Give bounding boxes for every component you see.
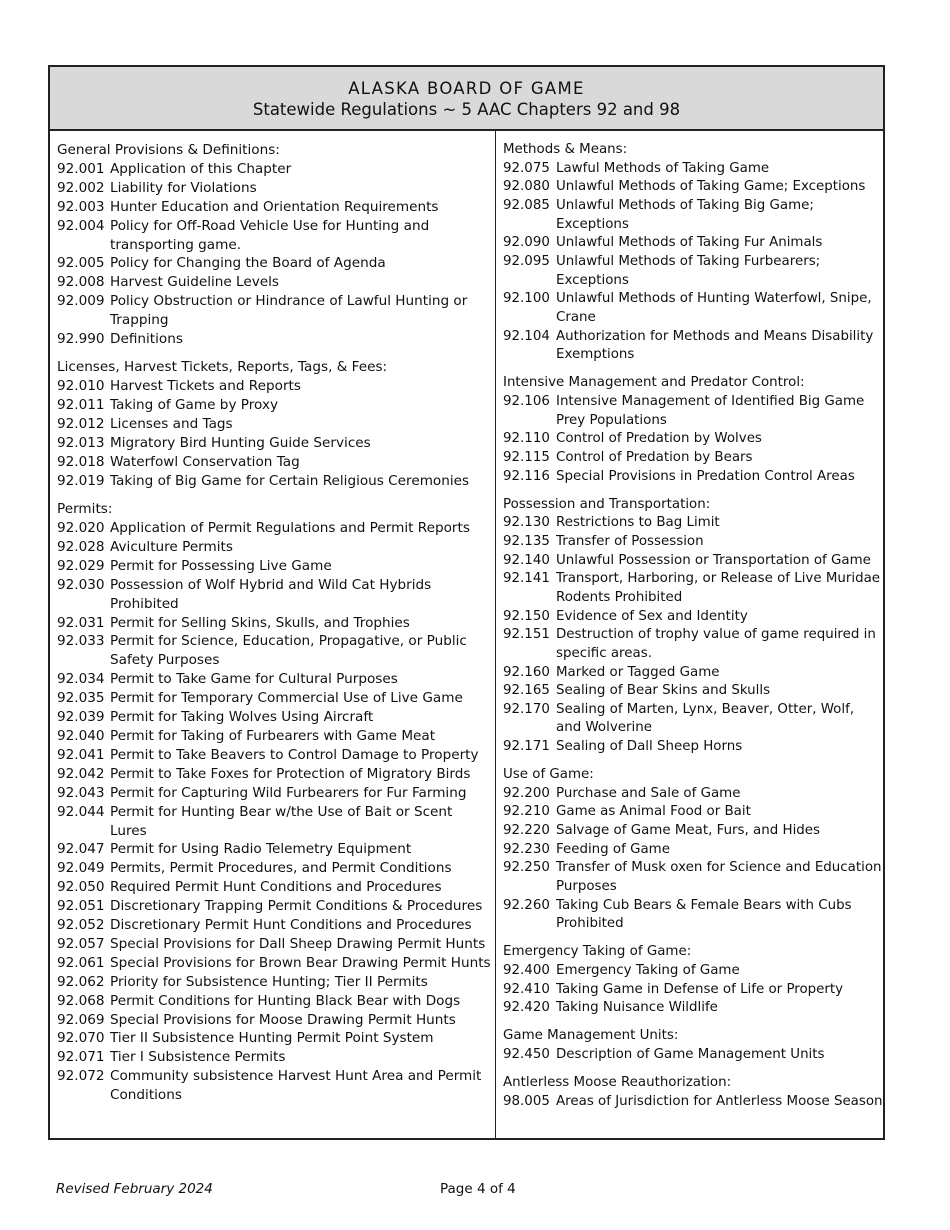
regulation-item — [503, 701, 883, 738]
regulation-title: Unlawful Methods of Taking Game; Exceptions — [556, 179, 866, 195]
regulation-title: Permit for Hunting Bear w/the Use of Bait or Scent Lures — [110, 803, 453, 839]
regulation-title: Description of Game Management Units — [556, 1047, 825, 1063]
regulations-subtitle: Statewide Regulations ~ 5 AAC Chapters 92 and 98 — [252, 100, 681, 119]
regulation-item — [57, 632, 493, 670]
regulation-title: Application of Permit Regulations and Permit Reports — [110, 520, 470, 536]
regulation-number: 92.035 — [57, 690, 105, 707]
regulation-title: Transfer of Musk oxen for Science and Education Purposes — [556, 860, 882, 895]
regulation-number: 92.003 — [57, 198, 105, 215]
regulation-number: 92.061 — [57, 954, 105, 971]
regulation-title: Licenses and Tags — [110, 416, 233, 433]
regulation-item — [503, 859, 883, 896]
regulation-number: 92.041 — [57, 746, 105, 763]
revised-date: Revised February 2024 — [56, 1181, 213, 1197]
regulation-section — [503, 1074, 883, 1111]
regulation-item — [57, 840, 493, 859]
regulation-number: 92.044 — [57, 803, 105, 820]
regulation-title: Areas of Jurisdiction for Antlerless Moose Season — [556, 1093, 883, 1109]
regulation-item — [57, 434, 493, 453]
regulation-title: Game as Animal Food or Bait — [556, 804, 751, 820]
regulation-title: Permit for Temporary Commercial Use of Live Game — [110, 690, 463, 707]
regulation-section — [57, 141, 493, 349]
regulation-number: 92.052 — [57, 917, 105, 934]
regulation-item — [57, 954, 493, 973]
regulation-item — [57, 1011, 493, 1030]
regulation-title: Feeding of Game — [556, 841, 670, 857]
regulation-number: 92.031 — [57, 614, 105, 631]
regulation-title: Policy for Off-Road Vehicle Use for Hunting and transporting game. — [110, 217, 430, 253]
regulation-number: 92.039 — [57, 709, 105, 726]
regulation-title: Control of Predation by Wolves — [556, 431, 762, 447]
regulation-title: Special Provisions for Moose Drawing Permit Hunts — [110, 1011, 456, 1028]
regulation-number: 92.005 — [57, 255, 105, 272]
regulation-item — [57, 803, 493, 841]
regulation-section — [503, 943, 883, 1018]
regulation-title: Taking Nuisance Wildlife — [556, 1000, 718, 1016]
regulation-number: 92.051 — [57, 898, 105, 915]
regulation-number: 92.410 — [503, 981, 550, 997]
regulation-title: Harvest Guideline Levels — [110, 274, 280, 291]
regulation-title: Transfer of Possession — [556, 533, 704, 549]
regulation-item — [503, 514, 883, 533]
regulation-item — [503, 785, 883, 804]
regulation-title: Sealing of Dall Sheep Horns — [556, 739, 743, 755]
regulation-number: 92.220 — [503, 823, 550, 839]
regulation-item — [57, 1067, 493, 1105]
section-title: General Provisions & Definitions: — [57, 142, 280, 158]
regulation-item — [57, 897, 493, 916]
regulation-title: Priority for Subsistence Hunting; Tier II Permits — [110, 973, 428, 990]
regulation-item — [503, 981, 883, 1000]
regulation-title: Possession of Wolf Hybrid and Wild Cat Hybrids Prohibited — [110, 576, 432, 612]
regulation-item — [503, 999, 883, 1018]
section-title: Permits: — [57, 501, 113, 518]
regulation-title: Taking Cub Bears & Female Bears with Cubs Prohibited — [556, 897, 852, 932]
regulations-table — [48, 65, 885, 1140]
regulation-item — [57, 160, 493, 179]
regulation-title: Permit Conditions for Hunting Black Bear with Dogs — [110, 992, 461, 1009]
regulation-title: Application of this Chapter — [110, 160, 292, 177]
regulation-number: 92.072 — [57, 1068, 105, 1085]
regulation-item — [503, 234, 883, 253]
regulation-item — [57, 472, 493, 491]
regulation-title: Permit for Science, Education, Propagative, or Public Safety Purposes — [110, 633, 467, 669]
regulation-item — [57, 1048, 493, 1067]
regulation-number: 92.420 — [503, 1000, 550, 1016]
regulation-title: Permit for Capturing Wild Furbearers for Fur Farming — [110, 784, 467, 801]
regulation-number: 92.116 — [503, 468, 550, 484]
regulation-number: 92.100 — [503, 291, 550, 307]
regulation-item — [503, 626, 883, 663]
regulation-number: 92.049 — [57, 860, 105, 877]
regulation-title: Tier II Subsistence Hunting Permit Point System — [110, 1030, 434, 1047]
regulation-item — [57, 878, 493, 897]
regulation-number: 92.130 — [503, 515, 550, 531]
right-column — [503, 141, 883, 1121]
regulation-title: Aviculture Permits — [110, 538, 233, 555]
regulation-item — [503, 841, 883, 860]
regulation-title: Destruction of trophy value of game required in specific areas. — [556, 627, 876, 661]
regulation-number: 92.002 — [57, 179, 105, 196]
regulation-item — [57, 217, 493, 255]
regulation-item — [57, 992, 493, 1011]
regulation-title: Lawful Methods of Taking Game — [556, 160, 770, 176]
section-title: Antlerless Moose Reauthorization: — [503, 1075, 732, 1091]
regulation-number: 92.095 — [503, 253, 550, 269]
regulation-number: 92.990 — [57, 331, 105, 348]
regulation-title: Policy for Changing the Board of Agenda — [110, 255, 386, 272]
regulation-title: Transport, Harboring, or Release of Live Muridae Rodents Prohibited — [556, 571, 881, 605]
regulation-item — [503, 160, 883, 179]
regulation-title: Sealing of Bear Skins and Skulls — [556, 683, 771, 699]
regulation-item — [57, 746, 493, 765]
regulation-section — [57, 500, 493, 1105]
regulation-item — [57, 670, 493, 689]
regulation-title: Permit for Selling Skins, Skulls, and Trophies — [110, 614, 410, 631]
section-title: Emergency Taking of Game: — [503, 944, 692, 960]
regulation-number: 92.033 — [57, 633, 105, 650]
regulation-number: 92.057 — [57, 935, 105, 952]
regulation-number: 92.004 — [57, 217, 105, 234]
regulation-title: Purchase and Sale of Game — [556, 785, 741, 801]
table-body — [50, 131, 883, 1138]
regulation-number: 92.090 — [503, 235, 550, 251]
regulation-title: Intensive Management of Identified Big Game Prey Populations — [556, 393, 865, 428]
regulation-item — [503, 178, 883, 197]
regulation-title: Unlawful Methods of Hunting Waterfowl, Snipe, Crane — [556, 291, 872, 325]
regulation-item — [57, 973, 493, 992]
regulation-number: 92.020 — [57, 520, 105, 536]
regulation-title: Hunter Education and Orientation Requirements — [110, 198, 439, 215]
regulation-item — [57, 916, 493, 935]
section-title: Possession and Transportation: — [503, 496, 711, 512]
page-number: Page 4 of 4 — [440, 1181, 516, 1197]
regulation-title: Evidence of Sex and Identity — [556, 608, 748, 624]
regulation-title: Control of Predation by Bears — [556, 449, 753, 465]
regulation-title: Unlawful Methods of Taking Big Game; Exceptions — [556, 197, 814, 232]
regulation-item — [57, 765, 493, 784]
regulation-number: 92.001 — [57, 160, 105, 177]
regulation-number: 92.104 — [503, 328, 550, 344]
board-title: ALASKA BOARD OF GAME — [348, 79, 585, 98]
regulation-item — [57, 415, 493, 434]
regulation-title: Permit for Possessing Live Game — [110, 557, 332, 574]
regulation-title: Salvage of Game Meat, Furs, and Hides — [556, 823, 821, 839]
regulation-title: Permit to Take Foxes for Protection of Migratory Birds — [110, 765, 471, 782]
regulation-number: 92.106 — [503, 393, 550, 409]
section-title: Use of Game: — [503, 767, 594, 783]
regulation-number: 92.010 — [57, 378, 105, 395]
regulation-title: Discretionary Permit Hunt Conditions and Procedures — [110, 917, 472, 934]
regulation-item — [503, 1046, 883, 1065]
regulation-item — [57, 254, 493, 273]
regulation-number: 92.200 — [503, 785, 550, 801]
regulation-title: Unlawful Possession or Transportation of Game — [556, 552, 871, 568]
regulation-title: Harvest Tickets and Reports — [110, 378, 301, 395]
regulation-item — [57, 557, 493, 576]
regulation-section — [503, 1027, 883, 1064]
regulation-item — [57, 1029, 493, 1048]
regulation-number: 92.068 — [57, 992, 105, 1009]
regulation-number: 92.400 — [503, 963, 550, 979]
regulation-number: 92.040 — [57, 727, 105, 744]
regulation-item — [503, 197, 883, 234]
column-divider — [495, 131, 496, 1138]
regulation-number: 92.008 — [57, 274, 105, 291]
regulation-number: 92.043 — [57, 784, 105, 801]
regulation-item — [503, 533, 883, 552]
regulation-item — [57, 273, 493, 292]
regulation-title: Special Provisions for Dall Sheep Drawing Permit Hunts — [110, 935, 486, 952]
regulation-number: 92.085 — [503, 197, 550, 213]
regulation-item — [503, 290, 883, 327]
regulation-title: Required Permit Hunt Conditions and Procedures — [110, 879, 442, 896]
section-title: Methods & Means: — [503, 142, 628, 157]
regulation-number: 92.150 — [503, 608, 550, 624]
regulation-number: 92.030 — [57, 576, 105, 593]
regulation-number: 92.250 — [503, 860, 550, 876]
section-title: Game Management Units: — [503, 1028, 679, 1044]
regulation-number: 92.042 — [57, 765, 105, 782]
page-footer — [56, 1181, 894, 1201]
regulation-item — [503, 738, 883, 757]
regulation-number: 92.115 — [503, 449, 550, 465]
regulation-item — [503, 253, 883, 290]
regulation-item — [503, 468, 883, 487]
regulation-title: Taking of Big Game for Certain Religious Ceremonies — [110, 472, 470, 489]
regulation-item — [57, 519, 493, 538]
regulation-title: Unlawful Methods of Taking Furbearers; Exceptions — [556, 253, 821, 288]
regulation-item — [503, 664, 883, 683]
regulation-number: 92.013 — [57, 434, 105, 451]
regulation-title: Unlawful Methods of Taking Fur Animals — [556, 235, 823, 251]
regulation-title: Liability for Violations — [110, 179, 257, 196]
regulation-number: 92.210 — [503, 804, 550, 820]
regulation-title: Marked or Tagged Game — [556, 664, 720, 680]
regulation-number: 92.160 — [503, 664, 550, 680]
table-header — [50, 67, 883, 131]
regulation-number: 92.069 — [57, 1011, 105, 1028]
regulation-item — [503, 897, 883, 934]
regulation-title: Authorization for Methods and Means Disability Exemptions — [556, 328, 874, 363]
regulation-title: Discretionary Trapping Permit Conditions & Procedures — [110, 898, 483, 915]
regulation-item — [57, 689, 493, 708]
regulation-item — [57, 453, 493, 472]
regulation-title: Waterfowl Conservation Tag — [110, 453, 300, 470]
regulation-item — [503, 608, 883, 627]
regulation-title: Permit for Taking of Furbearers with Game Meat — [110, 727, 436, 744]
section-title: Licenses, Harvest Tickets, Reports, Tags, & Fees: — [57, 359, 388, 376]
regulation-number: 92.075 — [503, 160, 550, 176]
regulation-item — [57, 784, 493, 803]
regulation-title: Permit for Taking Wolves Using Aircraft — [110, 709, 374, 726]
regulation-item — [57, 179, 493, 198]
regulation-title: Policy Obstruction or Hindrance of Lawful Hunting or Trapping — [110, 293, 468, 329]
regulation-item — [503, 430, 883, 449]
regulation-item — [503, 449, 883, 468]
regulation-item — [503, 682, 883, 701]
regulation-item — [57, 576, 493, 614]
regulation-section — [57, 358, 493, 490]
regulation-number: 92.170 — [503, 701, 550, 717]
regulation-section — [503, 496, 883, 757]
regulation-title: Special Provisions in Predation Control Areas — [556, 468, 855, 484]
regulation-item — [503, 1093, 883, 1112]
regulation-title: Restrictions to Bag Limit — [556, 515, 720, 531]
regulation-item — [57, 708, 493, 727]
regulation-item — [57, 292, 493, 330]
regulation-number: 92.019 — [57, 472, 105, 489]
regulation-item — [503, 962, 883, 981]
regulation-item — [57, 198, 493, 217]
regulation-number: 92.135 — [503, 533, 550, 549]
regulation-title: Special Provisions for Brown Bear Drawing Permit Hunts — [110, 954, 491, 971]
regulation-title: Permit for Using Radio Telemetry Equipment — [110, 841, 412, 858]
regulation-title: Migratory Bird Hunting Guide Services — [110, 434, 371, 451]
regulation-title: Tier I Subsistence Permits — [110, 1049, 286, 1066]
regulation-number: 92.141 — [503, 571, 550, 587]
regulation-section — [503, 766, 883, 934]
regulation-number: 92.140 — [503, 552, 550, 568]
regulation-number: 92.165 — [503, 683, 550, 699]
regulation-number: 92.047 — [57, 841, 105, 858]
section-title: Intensive Management and Predator Control: — [503, 375, 805, 391]
regulation-item — [503, 822, 883, 841]
regulation-number: 92.080 — [503, 179, 550, 195]
regulation-number: 92.034 — [57, 671, 105, 688]
regulation-item — [503, 393, 883, 430]
regulation-title: Definitions — [110, 331, 183, 348]
regulation-number: 92.070 — [57, 1030, 105, 1047]
left-column — [57, 141, 493, 1114]
regulation-number: 92.028 — [57, 538, 105, 555]
regulation-title: Taking of Game by Proxy — [110, 397, 279, 414]
regulation-item — [503, 803, 883, 822]
regulation-section — [503, 141, 883, 365]
regulation-number: 92.009 — [57, 293, 105, 310]
regulation-item — [57, 614, 493, 633]
regulation-number: 92.029 — [57, 557, 105, 574]
regulation-item — [57, 538, 493, 557]
regulation-item — [57, 396, 493, 415]
regulation-section — [503, 374, 883, 486]
regulation-title: Permits, Permit Procedures, and Permit Conditions — [110, 860, 452, 877]
regulation-number: 92.071 — [57, 1049, 105, 1066]
regulation-title: Permit to Take Beavers to Control Damage to Property — [110, 746, 479, 763]
regulation-number: 92.151 — [503, 627, 550, 643]
regulation-number: 98.005 — [503, 1093, 550, 1109]
regulation-number: 92.110 — [503, 431, 550, 447]
regulation-number: 92.050 — [57, 879, 105, 896]
regulation-title: Sealing of Marten, Lynx, Beaver, Otter, Wolf, and Wolverine — [556, 701, 855, 736]
regulation-item — [57, 330, 493, 349]
regulation-item — [57, 935, 493, 954]
regulation-item — [57, 859, 493, 878]
regulation-title: Community subsistence Harvest Hunt Area and Permit Conditions — [110, 1068, 482, 1104]
regulation-title: Emergency Taking of Game — [556, 963, 740, 979]
regulation-title: Permit to Take Game for Cultural Purposes — [110, 671, 398, 688]
regulation-number: 92.012 — [57, 416, 105, 433]
regulation-number: 92.230 — [503, 841, 550, 857]
regulation-item — [503, 570, 883, 607]
regulation-title: Taking Game in Defense of Life or Property — [556, 981, 844, 997]
regulation-number: 92.171 — [503, 739, 550, 755]
regulation-number: 92.260 — [503, 897, 550, 913]
regulation-item — [57, 727, 493, 746]
regulation-number: 92.018 — [57, 453, 105, 470]
regulation-item — [57, 377, 493, 396]
regulation-item — [503, 552, 883, 571]
regulation-item — [503, 328, 883, 365]
regulation-number: 92.450 — [503, 1047, 550, 1063]
regulation-number: 92.011 — [57, 397, 105, 414]
regulation-number: 92.062 — [57, 973, 105, 990]
